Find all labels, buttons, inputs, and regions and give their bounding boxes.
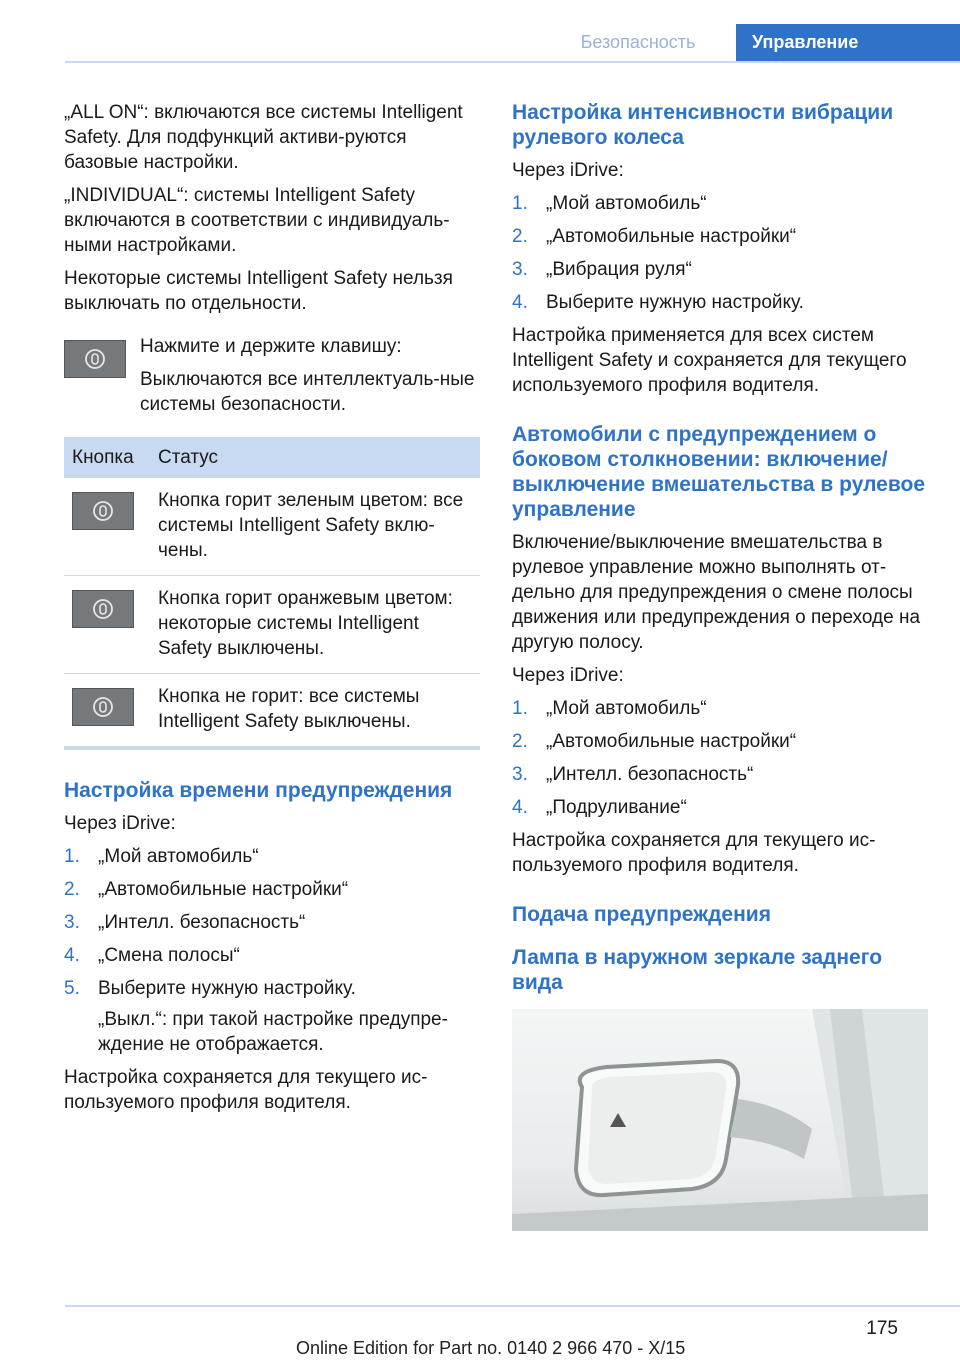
list-item: 4. Выберите нужную настройку. [512,292,804,313]
paragraph-some-systems: Некоторые системы Intelligent Safety нельзя выключать по отдельности. [64,268,453,314]
key-instruction [64,334,480,417]
paragraph-all-on: „ALL ON“: включаются все системы Intelligent Safety. Для подфункций активи-руются базовые настройки. [64,102,463,173]
table-row [64,576,480,674]
left-column [64,100,480,1123]
heading-mirror-lamp: Лампа в наружном зеркале заднего вида [512,946,883,994]
paragraph-vibration-applies: Настройка применяется для всех систем Intelligent Safety и сохраняется для текущего используемого профиля водителя. [512,325,907,396]
list-item: 4. „Смена полосы“ [64,945,240,966]
vibration-steps [512,191,930,315]
via-idrive: Через iDrive: [64,813,176,834]
table-col-button: Кнопка [64,437,150,478]
list-item: 1. „Мой автомобиль“ [64,846,259,867]
side-mirror-illustration [512,1009,928,1231]
right-column [512,100,930,1231]
footer-rule [65,1305,960,1307]
paragraph-individual: „INDIVIDUAL“: системы Intelligent Safety включаются в соответствии с индивидуаль-ными настройками. [64,185,450,256]
safety-button-icon [64,340,126,378]
section-tab[interactable]: Безопасность [580,32,696,52]
table-row [64,674,480,749]
heading-vibration: Настройка интенсивности вибрации рулевого колеса [512,101,894,149]
list-item: 4. „Подруливание“ [512,797,687,818]
key-hold-text: Нажмите и держите клавишу: [140,336,402,357]
list-item: 5. Выберите нужную настройку. „Выкл.“: при такой настройке предупре-ждение не отображается. [64,976,480,1057]
list-item: 1. „Мой автомобиль“ [512,193,707,214]
safety-button-green-icon [72,492,134,530]
paragraph-saved: Настройка сохраняется для текущего ис-пользуемого профиля водителя. [64,1067,428,1113]
list-item: 2. „Автомобильные настройки“ [64,879,349,900]
heading-warning-time: Настройка времени предупреждения [64,779,453,802]
key-result-text: Выключаются все интеллектуаль-ные системы безопасности. [140,369,475,415]
status-text: Кнопка не горит: все системы Intelligent Safety выключены. [150,674,480,749]
safety-button-off-icon [72,688,134,726]
status-text: Кнопка горит оранжевым цветом: некоторые системы Intelligent Safety выключены. [150,576,480,674]
list-item: 1. „Мой автомобиль“ [512,698,707,719]
safety-button-orange-icon [72,590,134,628]
heading-side-collision: Автомобили с предупреждением о боковом столкновении: включение/выключение вмешательства в рулевое управление [512,423,925,521]
via-idrive: Через iDrive: [512,160,624,181]
list-item: 3. „Вибрация руля“ [512,259,692,280]
steering-steps [512,696,930,820]
heading-warning: Подача предупреждения [512,903,771,926]
header-rule [65,61,960,63]
table-col-status: Статус [150,437,480,478]
list-item: 2. „Автомобильные настройки“ [512,731,797,752]
table-header-row [64,437,480,478]
step-note: „Выкл.“: при такой настройке предупре-ждение не отображается. [98,1009,448,1055]
chapter-tab[interactable]: Управление [736,24,960,61]
warning-time-steps [64,844,480,1057]
list-item: 2. „Автомобильные настройки“ [512,226,797,247]
table-row [64,478,480,576]
button-status-table [64,437,480,750]
footer-edition: Online Edition for Part no. 0140 2 966 470 - X/15 [296,1338,686,1358]
paragraph-steering: Включение/выключение вмешательства в рулевое управление можно выполнять от-дельно для предупреждения о смене полосы движения или предупреждения о переходе на другую полосу. [512,532,921,653]
via-idrive: Через iDrive: [512,665,624,686]
list-item: 3. „Интелл. безопасность“ [512,764,754,785]
list-item: 3. „Интелл. безопасность“ [64,912,306,933]
page-number: 175 [866,1318,898,1339]
paragraph-steering-saved: Настройка сохраняется для текущего ис-пользуемого профиля водителя. [512,830,876,876]
status-text: Кнопка горит зеленым цветом: все системы Intelligent Safety вклю-чены. [150,478,480,576]
